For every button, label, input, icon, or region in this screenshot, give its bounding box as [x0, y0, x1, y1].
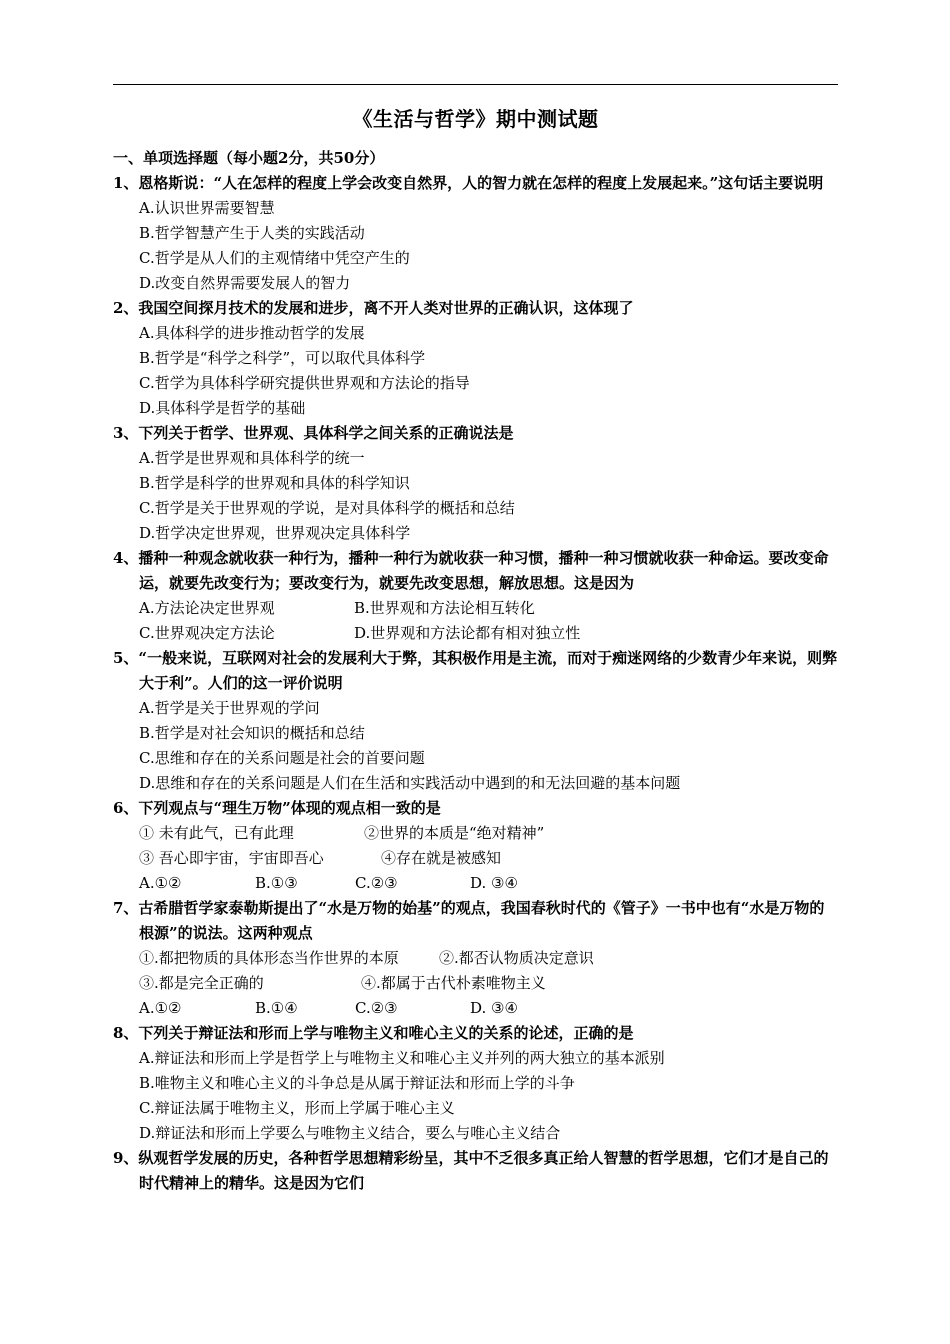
statement-row	[113, 946, 838, 971]
option: C.辩证法属于唯物主义，形而上学属于唯心主义	[139, 1099, 455, 1117]
choice-row	[113, 996, 838, 1021]
option: A.辩证法和形而上学是哲学上与唯物主义和唯心主义并列的两大独立的基本派别	[139, 1049, 665, 1067]
question-stem: 3、下列关于哲学、世界观、具体科学之间关系的正确说法是	[113, 424, 514, 442]
section-heading: 一、单项选择题（每小题2分，共50分）	[113, 149, 385, 167]
statement-row	[113, 821, 838, 846]
statement: ① 未有此气，已有此理	[139, 824, 294, 842]
option: C.哲学是关于世界观的学说，是对具体科学的概括和总结	[139, 499, 515, 517]
option: C.思维和存在的关系问题是社会的首要问题	[139, 749, 425, 767]
statement-row	[113, 846, 838, 871]
option: D.辩证法和形而上学要么与唯物主义结合，要么与唯心主义结合	[139, 1124, 561, 1142]
statement-row	[113, 971, 838, 996]
option-row	[113, 621, 838, 646]
exam-page	[113, 84, 838, 1196]
choice: C.②③	[355, 999, 398, 1017]
option: B.哲学是对社会知识的概括和总结	[139, 724, 365, 742]
choice: D. ③④	[470, 999, 518, 1017]
statement: ①.都把物质的具体形态当作世界的本原	[139, 949, 399, 967]
statement: ②世界的本质是“绝对精神”	[364, 824, 545, 842]
question-stem: 1、恩格斯说：“人在怎样的程度上学会改变自然界，人的智力就在怎样的程度上发展起来。”这句话主要说明	[113, 174, 824, 192]
question-stem: 2、我国空间探月技术的发展和进步，离不开人类对世界的正确认识，这体现了	[113, 299, 634, 317]
page-title: 《生活与哲学》期中测试题	[352, 107, 599, 131]
option: C.哲学是从人们的主观情绪中凭空产生的	[139, 249, 410, 267]
option: C.世界观决定方法论	[139, 624, 275, 642]
option: B.哲学智慧产生于人类的实践活动	[139, 224, 365, 242]
choice: B.①③	[255, 874, 298, 892]
option: A.方法论决定世界观	[139, 599, 275, 617]
header-rule	[113, 84, 838, 85]
choice: B.①④	[255, 999, 298, 1017]
option: D.具体科学是哲学的基础	[139, 399, 306, 417]
question-stem: 5、“一般来说，互联网对社会的发展利大于弊，其积极作用是主流，而对于痴迷网络的少数青少年来说，则弊大于利”。人们的这一评价说明	[113, 649, 838, 692]
option-row	[113, 596, 838, 621]
statement: ④.都属于古代朴素唯物主义	[361, 974, 546, 992]
statement: ③ 吾心即宇宙，宇宙即吾心	[139, 849, 324, 867]
question-stem: 6、下列观点与“理生万物”体现的观点相一致的是	[113, 799, 441, 817]
question-stem: 7、古希腊哲学家泰勒斯提出了“水是万物的始基”的观点，我国春秋时代的《管子》一书中也有“水是万物的根源”的说法。这两种观点	[113, 899, 825, 942]
choice: C.②③	[355, 874, 398, 892]
option: D.改变自然界需要发展人的智力	[139, 274, 351, 292]
choice: A.①②	[139, 999, 182, 1017]
choice: D. ③④	[470, 874, 518, 892]
option: B.哲学是“科学之科学”，可以取代具体科学	[139, 349, 426, 367]
statement: ③.都是完全正确的	[139, 974, 264, 992]
choice-row	[113, 871, 838, 896]
statement: ④存在就是被感知	[381, 849, 502, 867]
option: D.哲学决定世界观，世界观决定具体科学	[139, 524, 411, 542]
question-stem: 9、纵观哲学发展的历史，各种哲学思想精彩纷呈，其中不乏很多真正给人智慧的哲学思想，它们才是自己的时代精神上的精华。这是因为它们	[113, 1149, 829, 1192]
question-stem: 4、播种一种观念就收获一种行为，播种一种行为就收获一种习惯，播种一种习惯就收获一种命运。要改变命运，就要先改变行为；要改变行为，就要先改变思想，解放思想。这是因为	[113, 549, 829, 592]
option: D.思维和存在的关系问题是人们在生活和实践活动中遇到的和无法回避的基本问题	[139, 774, 681, 792]
choice: A.①②	[139, 874, 182, 892]
option: A.哲学是世界观和具体科学的统一	[139, 449, 365, 467]
option: A.哲学是关于世界观的学问	[139, 699, 320, 717]
statement: ②.都否认物质决定意识	[439, 949, 594, 967]
option: B.唯物主义和唯心主义的斗争总是从属于辩证法和形而上学的斗争	[139, 1074, 575, 1092]
option: B.世界观和方法论相互转化	[354, 599, 535, 617]
option: A.认识世界需要智慧	[139, 199, 275, 217]
option: A.具体科学的进步推动哲学的发展	[139, 324, 365, 342]
option: B.哲学是科学的世界观和具体的科学知识	[139, 474, 410, 492]
option: D.世界观和方法论都有相对独立性	[354, 624, 581, 642]
question-stem: 8、下列关于辩证法和形而上学与唯物主义和唯心主义的关系的论述，正确的是	[113, 1024, 634, 1042]
option: C.哲学为具体科学研究提供世界观和方法论的指导	[139, 374, 470, 392]
